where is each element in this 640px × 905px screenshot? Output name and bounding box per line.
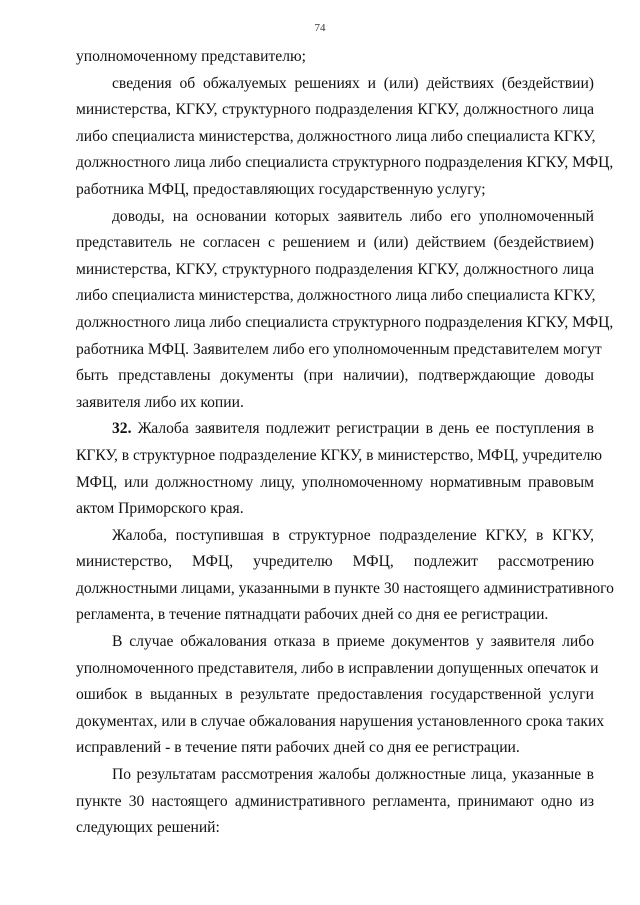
line-text: работника МФЦ. Заявителем либо его уполномоченным представителем могут <box>76 340 602 358</box>
line-text: пункте 30 настоящего административного регламента, принимают одно из <box>76 792 594 810</box>
line-text: Жалоба заявителя подлежит регистрации в день ее поступления в <box>131 420 594 438</box>
text-line <box>76 150 614 177</box>
line-text: уполномоченному представителю; <box>76 48 306 65</box>
line-text: Жалоба, поступившая в структурное подразделение КГКУ, в КГКУ, <box>112 526 594 544</box>
text-line <box>76 523 594 550</box>
line-text: МФЦ, или должностному лицу, уполномоченному нормативным правовым <box>76 473 594 491</box>
text-line <box>76 496 594 523</box>
text-line <box>76 177 594 204</box>
line-text: либо специалиста министерства, должностного лица либо специалиста КГКУ, <box>76 287 596 305</box>
page-number: 74 <box>314 22 326 34</box>
text-line <box>76 789 594 816</box>
line-text: регламента, в течение пятнадцати рабочих дней со дня ее регистрации. <box>76 606 549 624</box>
text-line <box>76 71 594 98</box>
text-line <box>76 682 594 709</box>
line-text: следующих решений: <box>76 819 220 837</box>
text-line <box>76 629 594 656</box>
text-line <box>76 390 594 417</box>
text-line <box>76 44 594 71</box>
text-line <box>76 337 602 364</box>
line-text: исправлений - в течение пяти рабочих дней со дня ее регистрации. <box>76 739 520 757</box>
text-line <box>76 257 594 284</box>
line-text: должностного лица либо специалиста структурного подразделения КГКУ, МФЦ, <box>76 154 614 172</box>
line-text: уполномоченного представителя, либо в исправлении допущенных опечаток и <box>76 659 599 677</box>
line-text: должностными лицами, указанными в пункте 30 настоящего административного <box>76 579 614 597</box>
line-text: министерства, КГКУ, структурного подразделения КГКУ, должностного лица <box>76 260 594 278</box>
line-text: быть представлены документы (при наличии), подтверждающие доводы <box>76 367 594 385</box>
line-text: министерство, МФЦ, учредителю МФЦ, подлежит рассмотрению <box>76 553 594 571</box>
line-text: либо специалиста министерства, должностного лица либо специалиста КГКУ, <box>76 127 596 145</box>
text-line <box>76 549 594 576</box>
line-text: КГКУ, в структурное подразделение КГКУ, в министерство, МФЦ, учредителю <box>76 446 603 464</box>
line-text: работника МФЦ, предоставляющих государственную услугу; <box>76 180 486 198</box>
text-line <box>76 310 614 337</box>
text-line <box>76 283 594 310</box>
text-line <box>76 576 614 603</box>
line-text: должностного лица либо специалиста структурного подразделения КГКУ, МФЦ, <box>76 313 614 331</box>
line-text: министерства, КГКУ, структурного подразделения КГКУ, должностного лица <box>76 101 594 119</box>
line-text: В случае обжалования отказа в приеме документов у заявителя либо <box>112 633 594 651</box>
text-line <box>76 124 594 151</box>
text-line <box>76 602 594 629</box>
line-text: представитель не согласен с решением и (или) действием (бездействием) <box>76 234 594 252</box>
text-line <box>76 815 594 842</box>
line-text: доводы, на основании которых заявитель либо его уполномоченный <box>112 207 594 225</box>
item-number: 32. <box>112 420 132 438</box>
line-text: актом Приморского края. <box>76 500 244 518</box>
text-line <box>76 230 594 257</box>
text-line <box>76 204 594 231</box>
text-line <box>76 709 605 736</box>
text-line <box>76 656 599 683</box>
line-text: По результатам рассмотрения жалобы должностные лица, указанные в <box>112 766 594 784</box>
text-line <box>76 97 594 124</box>
text-line <box>76 762 594 789</box>
text-line <box>76 470 594 497</box>
document-body <box>76 44 614 842</box>
text-line <box>76 363 594 390</box>
text-line <box>76 443 603 470</box>
line-text: заявителя либо их копии. <box>76 393 244 411</box>
line-text: ошибок в выданных в результате предоставления государственной услуги <box>76 686 594 704</box>
line-text: сведения об обжалуемых решениях и (или) действиях (бездействии) <box>112 74 594 92</box>
text-line <box>76 416 594 443</box>
line-text: документах, или в случае обжалования нарушения установленного срока таких <box>76 712 605 730</box>
text-line <box>76 735 594 762</box>
